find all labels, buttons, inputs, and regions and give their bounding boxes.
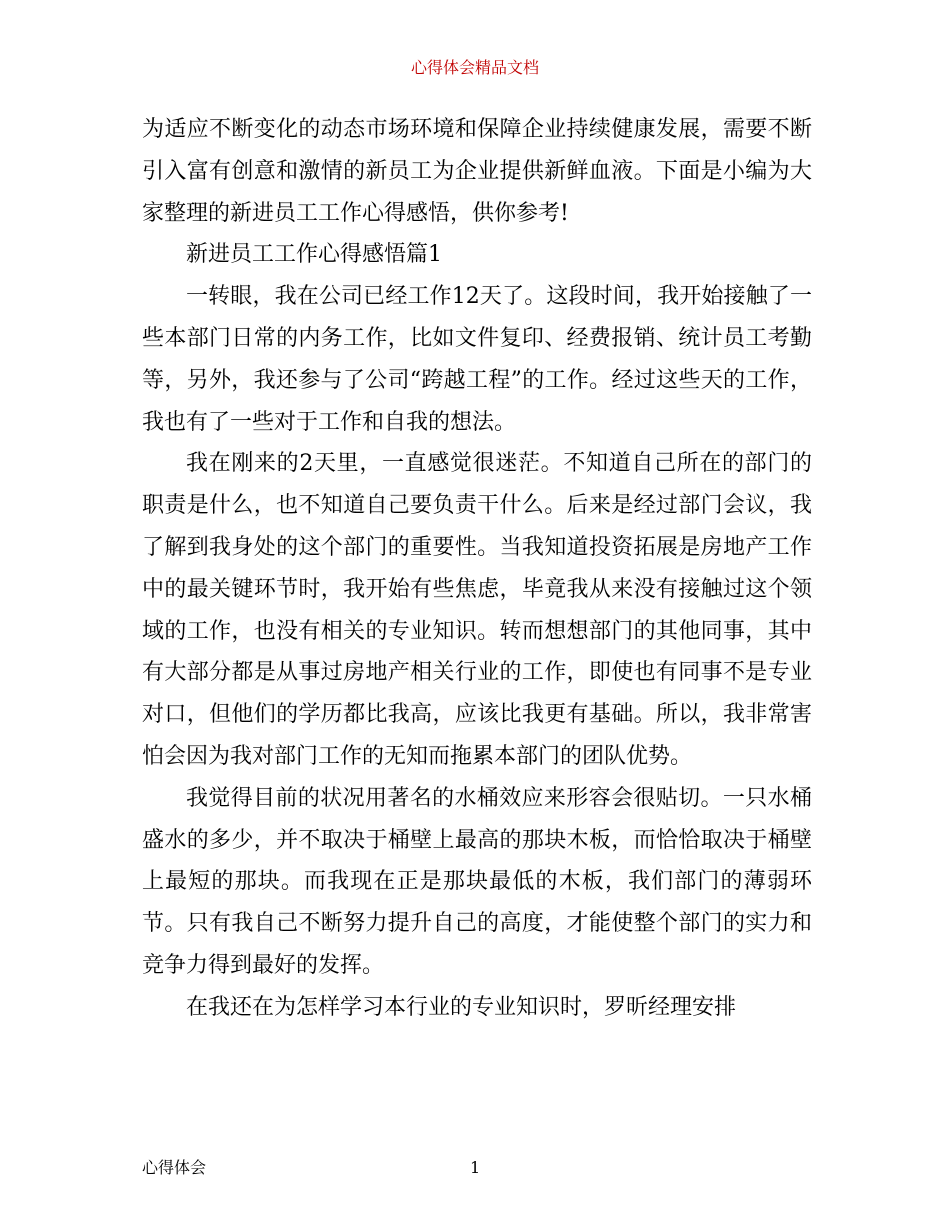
footer-label: 心得体会: [142, 1158, 207, 1177]
body-paragraph: 我在刚来的2天里，一直感觉很迷茫。不知道自己所在的部门的职责是什么，也不知道自己要负责干什么。后来是经过部门会议，我了解到我身处的这个部门的重要性。当我知道投资拓展是房地产工作中的最关键环节时，我开始有些焦虑，毕竟我从来没有接触过这个领域的工作，也没有相关的专业知识。转而想想部门的其他同事，其中有大部分都是从事过房地产相关行业的工作，即使也有同事不是专业对口，但他们的学历都比我高，应该比我更有基础。所以，我非常害怕会因为我对部门工作的无知而拖累本部门的团队优势。: [142, 451, 812, 769]
document-body: [142, 109, 812, 1029]
body-paragraph: 我觉得目前的状况用著名的水桶效应来形容会很贴切。一只水桶盛水的多少，并不取决于桶壁上最高的那块木板，而恰恰取决于桶壁上最短的那块。而我现在正是那块最低的木板，我们部门的薄弱环节。只有我自己不断努力提升自己的高度，才能使整个部门的实力和竞争力得到最好的发挥。: [142, 785, 812, 978]
section-heading: 新进员工工作心得感悟篇1: [186, 242, 442, 268]
document-header-title: 心得体会精品文档: [410, 58, 539, 77]
intro-paragraph: 为适应不断变化的动态市场环境和保障企业持续健康发展，需要不断引入富有创意和激情的新员工为企业提供新鲜血液。下面是小编为大家整理的新进员工工作心得感悟，供你参考!: [142, 117, 812, 226]
body-paragraph: 在我还在为怎样学习本行业的专业知识时，罗昕经理安排: [186, 994, 737, 1020]
page-number: 1: [470, 1158, 481, 1177]
body-paragraph: 一转眼，我在公司已经工作12天了。这段时间，我开始接触了一些本部门日常的内务工作，比如文件复印、经费报销、统计员工考勤等，另外，我还参与了公司“跨越工程”的工作。经过这些天的工作，我也有了一些对于工作和自我的想法。: [142, 284, 812, 435]
